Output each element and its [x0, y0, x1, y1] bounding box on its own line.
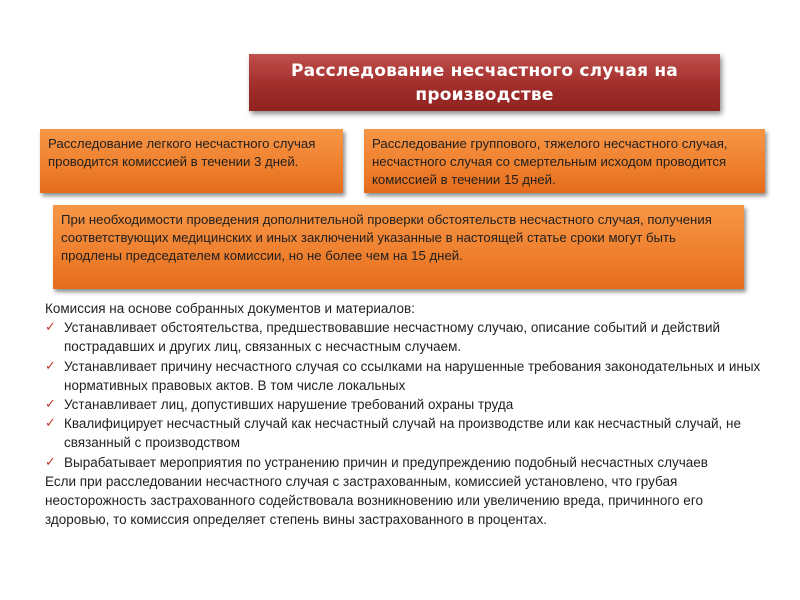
slide-title: Расследование несчастного случая на производстве [291, 60, 678, 105]
commission-conclusion: Если при расследовании несчастного случая с застрахованным, комиссией установлено, что грубая неосторожность застрахованного содействовала возникновению или увеличению вреда, причинного его здоровью, то комиссия определяет степень вины застрахованного в процентах. [45, 473, 703, 528]
check-icon: ✓ [45, 358, 56, 374]
list-item [45, 414, 770, 452]
commission-section [45, 299, 770, 529]
commission-duties-list [45, 318, 770, 472]
check-icon: ✓ [45, 320, 56, 336]
group-accident-box: Расследование группового, тяжелого несчастного случая, несчастного случая со смертельным исходом проводится комиссией в течении 15 дней. [364, 129, 765, 193]
extension-note-box: При необходимости проведения дополнительной проверки обстоятельств несчастного случая, получения соответствующих медицинских и иных заключений указанные в настоящей статье сроки могут быть продлены председателем комиссии, но не более чем на 15 дней. [53, 205, 744, 289]
list-item [45, 395, 770, 414]
check-icon: ✓ [45, 454, 56, 470]
list-item-text: Устанавливает причину несчастного случая со ссылками на нарушенные требования законодательных и иных нормативных правовых актов. В том числе локальных [64, 358, 761, 393]
check-icon: ✓ [45, 397, 56, 413]
list-item [45, 357, 770, 395]
light-accident-box: Расследование легкого несчастного случая проводится комиссией в течении 3 дней. [40, 129, 343, 193]
list-item-text: Устанавливает лиц, допустивших нарушение требований охраны труда [64, 397, 514, 413]
slide-title-banner [249, 54, 720, 111]
commission-intro: Комиссия на основе собранных документов и материалов: [45, 301, 415, 316]
list-item [45, 318, 770, 356]
list-item-text: Устанавливает обстоятельства, предшествовавшие несчастному случаю, описание событий и действий пострадавших и других лиц, связанных с несчастным случаем. [64, 320, 721, 355]
list-item [45, 453, 770, 472]
list-item-text: Квалифицирует несчастный случай как несчастный случай на производстве или как несчастный случай, не связанный с производством [64, 416, 742, 451]
check-icon: ✓ [45, 416, 56, 432]
list-item-text: Вырабатывает мероприятия по устранению причин и предупреждению подобный несчастных случаев [64, 454, 708, 470]
